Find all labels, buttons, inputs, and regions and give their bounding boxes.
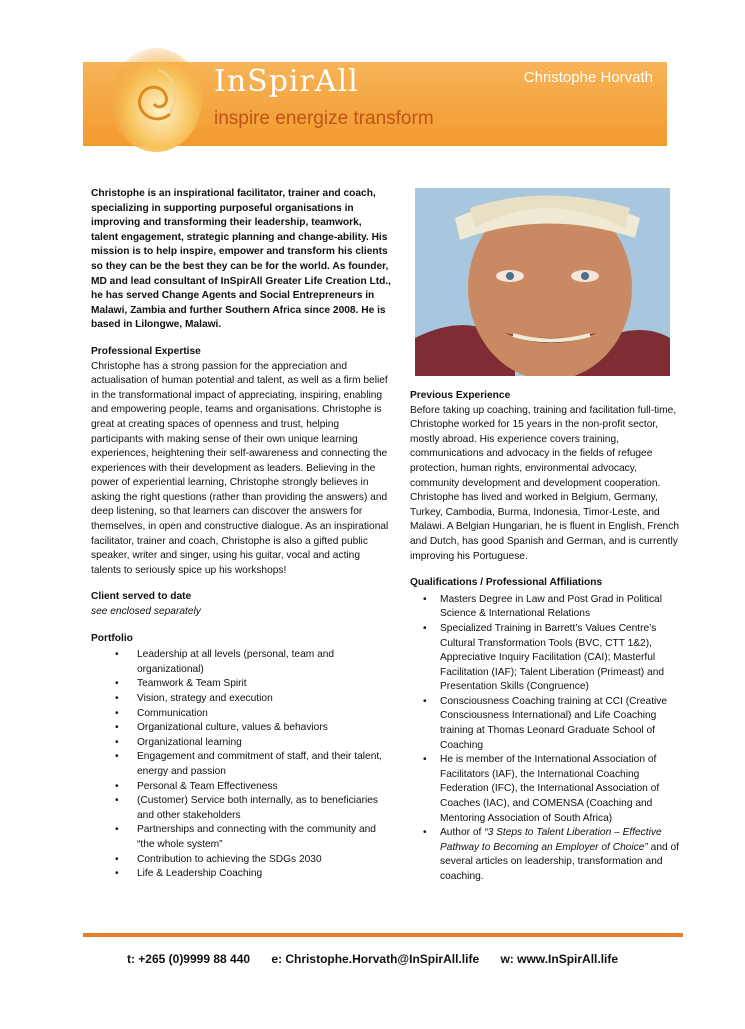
list-item: • (Customer) Service both internally, as to beneficiaries and other stakeholders xyxy=(137,794,391,823)
qualifications-heading: Qualifications / Professional Affiliations xyxy=(410,577,603,589)
expertise-heading: Professional Expertise xyxy=(91,345,201,357)
intro-paragraph: Christophe is an inspirational facilitator, trainer and coach, specializing in supporting purposeful organisations in improving and transforming their leadership, teamwork, talent engagement, strategic planning and change-ability. His mission is to help inspire, empower and transform his clients so they can be the best they can be for the world. As founder, MD and lead consultant of InSpirAll Greater Life Creation Ltd., he has served Change Agents and Social Entrepreneurs in Malawi, Zambia and further Southern Africa since 2008. He is based in Lilongwe, Malawi. xyxy=(91,188,391,331)
left-column xyxy=(91,187,391,882)
list-item: • Leadership at all levels (personal, team and organizational) xyxy=(137,648,391,677)
brand-tagline: inspire energize transform xyxy=(214,108,434,129)
right-column xyxy=(410,389,680,885)
author-prefix: Author of xyxy=(440,827,485,839)
portfolio-list xyxy=(91,648,391,882)
footer-divider xyxy=(83,933,683,937)
brand-name: InSpirAll xyxy=(214,64,359,99)
clients-heading: Client served to date xyxy=(91,591,192,603)
list-item: • Organizational culture, values & behaviors xyxy=(137,721,391,736)
email-address[interactable]: e: Christophe.Horvath@InSpirAll.life xyxy=(271,952,480,966)
list-item: • Personal & Team Effectiveness xyxy=(137,780,391,795)
author-suffix: and of several articles on leadership, transformation and coaching. xyxy=(440,841,679,882)
list-item: • Life & Leadership Coaching xyxy=(137,867,391,882)
experience-text: Before taking up coaching, training and facilitation full-time, Christophe worked for 15 years in the non-profit sector, mostly abroad. His experience covers training, communications and advocacy in the fields of refugee protection, human rights, environmental advocacy, community development and development cooperation. Christophe has lived and worked in Belgium, Germany, Turkey, Cambodia, Burma, Indonesia, Timor-Leste, and Malawi. A Belgian Hungarian, he is fluent in English, French and Dutch, has good Spanish and German, and is currently improving his Portuguese. xyxy=(410,404,679,562)
clients-note: see enclosed separately xyxy=(91,606,201,618)
list-item: • Contribution to achieving the SDGs 2030 xyxy=(137,853,391,868)
person-name: Christophe Horvath xyxy=(523,69,653,86)
nautilus-shell-logo xyxy=(100,34,204,154)
list-item: • Teamwork & Team Spirit xyxy=(137,677,391,692)
website-link[interactable]: w: www.InSpirAll.life xyxy=(500,952,619,966)
phone-number: t: +265 (0)9999 88 440 xyxy=(126,952,251,966)
contact-footer xyxy=(0,952,745,966)
list-item: • Partnerships and connecting with the community and “the whole system” xyxy=(137,823,391,852)
list-item: • Masters Degree in Law and Post Grad in Political Science & International Relations xyxy=(440,593,680,622)
expertise-text: Christophe has a strong passion for the appreciation and actualisation of human potential and talent, as well as a firm belief in the transformational impact of appreciating, inspiring, enabling and empowering people, teams and organisations. Christophe is great at creating spaces of openness and trust, helping participants with making sense of their own unique learning experiences, heightening their self-awareness and connecting the experiences with their development as leaders. Believing in the power of experiential learning, Christophe strongly believes in asking the right questions (rather than providing the answers) and deep listening, so that learners can discover the answers for themselves, in open and constructive dialogue. As an inspirational facilitator, trainer and coach, Christophe is also a gifted public speaker, writer and singer, using his guitar, vocal and acting talents to seriously spice up his workshops! xyxy=(91,360,389,576)
experience-heading: Previous Experience xyxy=(410,390,511,401)
list-item: • Organizational learning xyxy=(137,736,391,751)
portfolio-heading: Portfolio xyxy=(91,632,133,644)
list-item-author xyxy=(440,826,680,884)
qualifications-list xyxy=(410,593,680,885)
list-item: • Engagement and commitment of staff, and their talent, energy and passion xyxy=(137,750,391,779)
portrait-photo xyxy=(415,188,670,376)
book-title: “3 Steps to Talent Liberation – Effective Pathway to Becoming an Employer of Choice” xyxy=(440,827,662,853)
list-item: • Communication xyxy=(137,707,391,722)
list-item: • Consciousness Coaching training at CCI (Creative Consciousness International) and Life Coaching training at Thomas Leonard Graduate School of Coaching xyxy=(440,695,680,753)
list-item: • Vision, strategy and execution xyxy=(137,692,391,707)
list-item: • He is member of the International Association of Facilitators (IAF), the International Coaching Federation (IFC), the International Association of Coaches (IAC), and COMENSA (Coaching and Mentoring Association of South Africa) xyxy=(440,753,680,826)
list-item: • Specialized Training in Barrett’s Values Centre’s Cultural Transformation Tools (BVC, CTT 1&2), Appreciative Inquiry Facilitation (CAI); Masterful Facilitation (IAF); Talent Liberation (Primeast) and Presentation Skills (Congruence) xyxy=(440,622,680,695)
